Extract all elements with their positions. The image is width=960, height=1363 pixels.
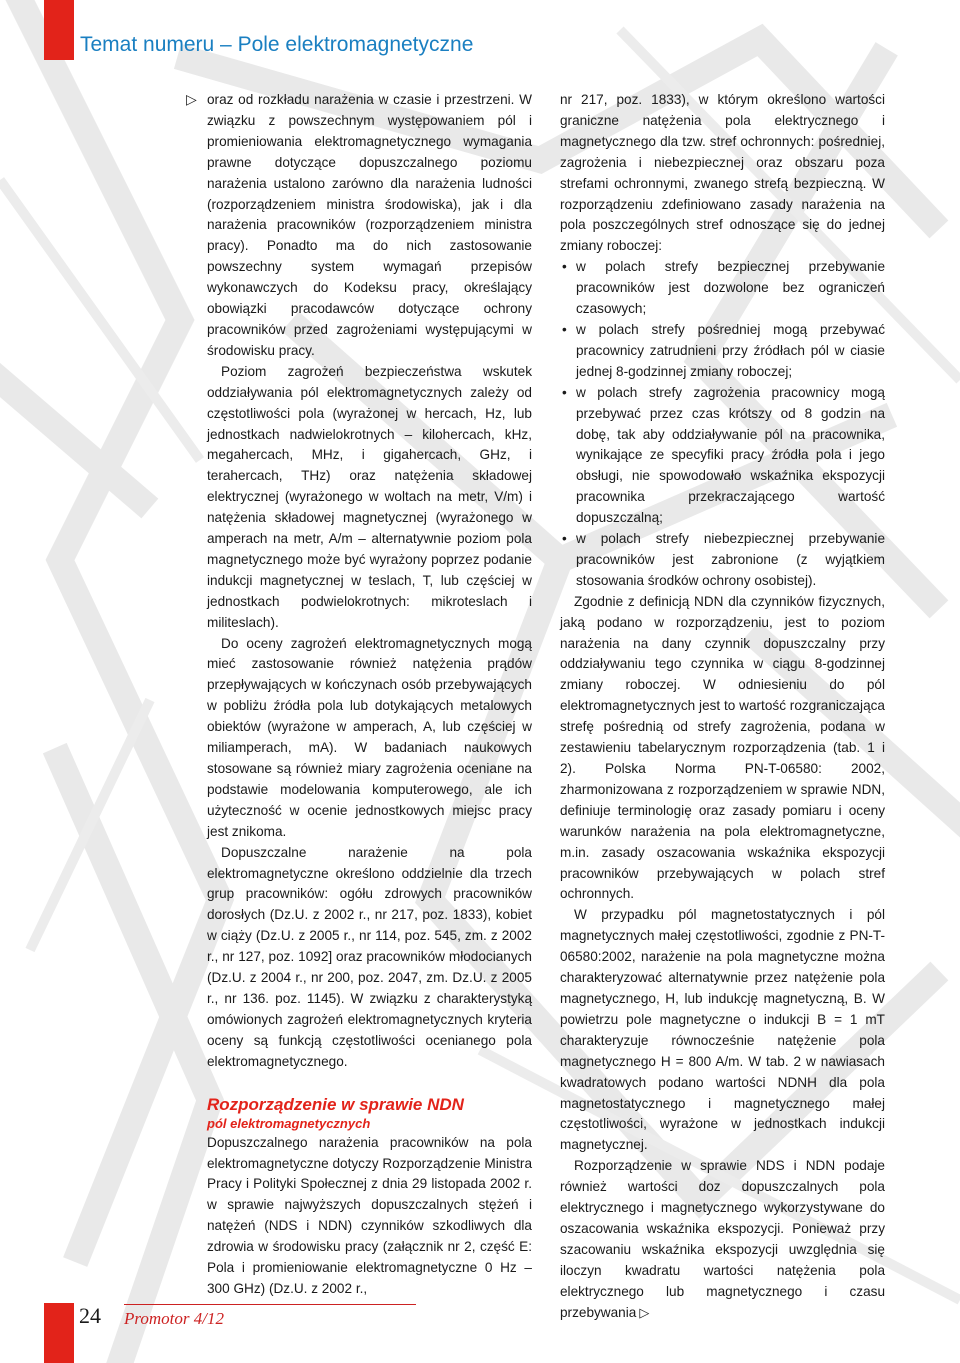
right-column bbox=[560, 90, 885, 1323]
left-column bbox=[207, 90, 532, 1300]
page-section-title: Temat numeru – Pole elektromagnetyczne bbox=[80, 33, 474, 56]
left-paragraph-2: Poziom zagrożeń bezpieczeństwa wskutek oddziaływania pól elektromagnetycznych zależy od częstotliwości pola (wyrażonej w hercach, Hz, lub jednostkach nadwielokrotnych – kilohercach, kHz, megahercach, MHz, i gigahercach, GHz, i terahercach, THz) oraz natężenia składowej elektrycznej (wyrażonego w woltach na metr, V/m) i natężenia składowej magnetycznej (wyrażonego w amperach na metr, A/m – alternatywnie poziom pola magnetycznego może być wyrażony poprzez podanie indukcji magnetycznej w teslach, T, lub częściej w jednostkach podwielokrotnych: mikroteslach i militeslach). bbox=[207, 363, 532, 630]
magazine-issue: Promotor 4/12 bbox=[124, 1309, 224, 1328]
right-paragraph-4: Rozporządzenie w sprawie NDS i NDN podaje również wartości doz dopuszczalnych pola elektrycznego i magnetycznego wykorzystywane do oszacowania wskaźnika ekspozycji. Ponieważ przy szacowaniu wskaźnika ekspozycji uwzględnia się iloczyn kwadratu wartości natężenia pola elektrycznego lub magnetycznego i czasu przebywania bbox=[560, 1158, 885, 1320]
footer-divider bbox=[124, 1304, 416, 1305]
header-accent-bar bbox=[44, 0, 74, 60]
page-number: 24 bbox=[79, 1303, 101, 1328]
list-item: • w polach strefy niebezpiecznej przebywanie pracowników jest zabronione (z wyjątkiem stosowania środków ochrony osobistej). bbox=[560, 529, 885, 592]
zone-rules-list bbox=[560, 257, 885, 592]
right-paragraph-1: nr 217, poz. 1833), w którym określono wartości graniczne natężenia pola elektrycznego i magnetycznego dla tzw. stref ochronnych: pośredniej, zagrożenia i niebezpiecznej oraz obszaru poza strefami ochronnymi, zwanego strefą bezpieczną. W rozporządzeniu zdefiniowano zasady narażenia na pola poszczególnych stref odnoszące się do jednej zmiany roboczej: bbox=[560, 92, 885, 254]
left-paragraph-5: Dopuszczalnego narażenia pracowników na pola elektromagnetyczne dotyczy Rozporządzenie Ministra Pracy i Polityki Społecznej z dnia 29 listopada 2002 r. w sprawie najwyższych dopuszczalnych stężeń i natężeń (NDS i NDN) czynników szkodliwych dla zdrowia w środowisku pracy (załącznik nr 2, część E: Pola i promieniowanie elektromagnetyczne 0 Hz – 300 GHz) (Dz.U. z 2002 r., bbox=[207, 1134, 532, 1296]
left-paragraph-4: Dopuszczalne narażenie na pola elektromagnetyczne określono oddzielnie dla trzech grup pracowników: ogółu zdrowych pracowników dorosłych (Dz.U. z 2002 r., nr 217, poz. 1833), kobiet w ciąży (Dz.U. z 2005 r., nr 114, poz. 545, zm. z 2002 r., nr 127, poz. 1092] oraz pracowników młodocianych (Dz.U. z 2004 r., nr 200, poz. 2047, zm. Dz.U. z 2005 r., nr 136. poz. 1145). W związku z charakterystyką omówionych zagrożeń elektromagnetycznych kryteria oceny są funkcją częstotliwości ocenianego pola elektromagnetycznego. bbox=[207, 844, 532, 1069]
continuation-arrow-icon: ▷ bbox=[186, 91, 197, 107]
section-heading bbox=[207, 1095, 532, 1133]
list-item: • w polach strefy zagrożenia pracownicy mogą przebywać przez czas krótszy od 8 godzin na dobę, tak aby oddziaływanie pól na pracownika, wynikające ze specyfiki pracy źródła pola i jego obsługi, nie spowodowało wskaźnika ekspozycji pracownika przekraczającego wartość dopuszczalną; bbox=[560, 383, 885, 529]
right-paragraph-2: Zgodnie z definicją NDN dla czynników fizycznych, jaką podano w rozporządzeniu, jest to poziom narażenia na dany czynnik dopuszczalny przy oddziaływaniu tego czynnika w ciągu 8-godzinnej zmiany roboczej. W odniesieniu do pól elektromagnetycznych jest to wartość rozgraniczająca strefę pośrednią od strefy zagrożenia, podana w zestawieniu tabelarycznym rozporządzenia (tab. 1 i 2). Polska Norma PN-T-06580: 2002, zharmonizowana z rozporządzeniem w sprawie NDN, definiuje terminologię oraz zasady pomiaru i oceny warunków narażenia na pola elektromagnetyczne, m.in. zasady oszacowania wskaźnika ekspozycji pracowników przebywających w polach stref ochronnych. bbox=[560, 593, 885, 902]
list-item: • w polach strefy pośredniej mogą przebywać pracownicy zatrudnieni przy źródłach pól w ciasie jednej 8-godzinnej zmiany roboczej; bbox=[560, 320, 885, 383]
right-paragraph-4-wrapper bbox=[560, 1156, 885, 1323]
right-paragraph-3: W przypadku pól magnetostatycznych i pól magnetycznych małej częstotliwości, zgodnie z PN-T-06580:2002, narażenie na pola magnetyczne można charakteryzować alternatywnie przez natężenie pola magnetycznego, H, lub indukcję magnetyczną, B. W powietrzu pole magnetyczne o indukcji B = 1 mT charakteryzuje równocześnie natężenie pola magnetycznego H = 800 A/m. W tab. 2 w nawiasach kwadratowych podano wartości NDNH dla pola magnetostatycznego i magnetycznego małej częstotliwości, wyrażone w jednostkach indukcji magnetycznej. bbox=[560, 907, 885, 1153]
section-heading-line-2: pól elektromagnetycznych bbox=[207, 1115, 371, 1131]
next-page-arrow-icon: ▷ bbox=[639, 1304, 650, 1320]
section-heading-line-1: Rozporządzenie w sprawie NDN bbox=[207, 1094, 464, 1114]
left-paragraph-3: Do oceny zagrożeń elektromagnetycznych mogą mieć zastosowanie również natężenia prądów przepływających w kończynach osób przebywających w pobliżu źródła pola lub dotykających metalowych obiektów (wyrażone w amperach, A, lub częściej w miliamperach, mA). W badaniach naukowych stosowane są również miary zagrożenia oceniane na podstawie modelowania komputerowego, ale ich użyteczność w ocenie jednostkowych miejsc pracy jest znikoma. bbox=[207, 635, 532, 839]
footer-accent-bar bbox=[44, 1303, 74, 1363]
left-paragraph-1: oraz od rozkładu narażenia w czasie i przestrzeni. W związku z powszechnym występowaniem pól i promieniowania elektromagnetycznego wymagania prawne dotyczące dopuszczalnego poziomu narażenia ustalono zarówno dla narażenia ludności (rozporządzeniem ministra środowiska), jak i dla narażenia pracowników (rozporządzeniem ministra pracy). Ponadto ma do nich zastosowanie powszechny system wymagań przepisów wykonawczych do Kodeksu pracy, określający obowiązki pracodawców dotyczące ochrony pracowników przed zagrożeniami występującymi w środowisku pracy. bbox=[207, 92, 532, 358]
list-item: • w polach strefy bezpiecznej przebywanie pracowników jest dozwolone bez ograniczeń czasowych; bbox=[560, 257, 885, 320]
